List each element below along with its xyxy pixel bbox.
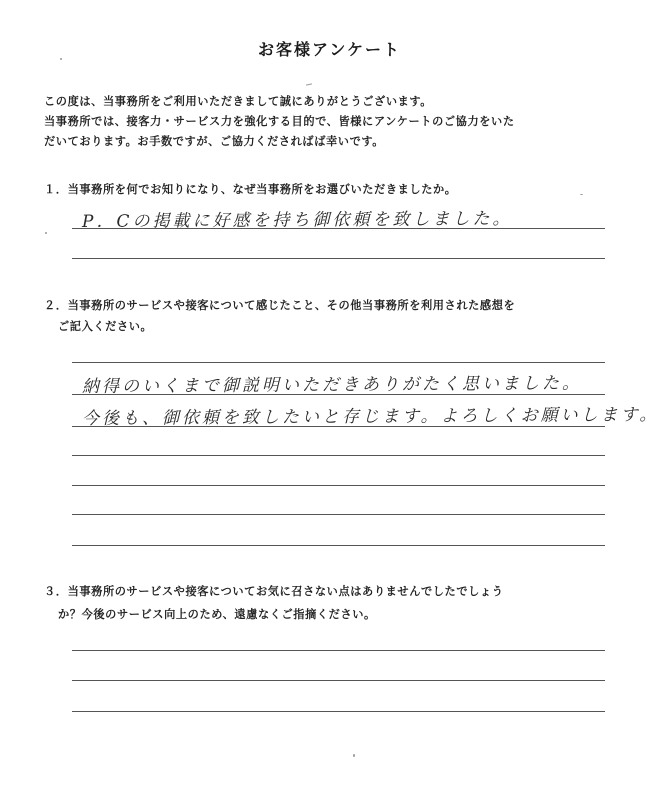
answer-line <box>72 455 605 456</box>
scan-speck <box>60 58 62 60</box>
answer-line <box>72 362 605 363</box>
page-title: お客様アンケート <box>257 40 402 59</box>
intro-line-3: だいております。お手数ですが、ご協力くださればば幸いです。 <box>44 135 385 148</box>
answer-line <box>72 394 605 395</box>
answer-line <box>72 680 605 681</box>
answer-line <box>72 514 605 515</box>
question-2-answer-2: 今後も、御依頼を致したいと存じます。よろしくお願いします。 <box>81 404 659 429</box>
scan-speck <box>580 194 583 195</box>
question-1-text: １．当事務所を何でお知りになり、なぜ当事務所をお選びいただきましたか。 <box>44 183 457 196</box>
intro-line-1: この度は、当事務所をご利用いただきまして誠にありがとうございます。 <box>44 95 433 108</box>
question-2-answer-1: 納得のいくまで御説明いただきありがたく思いました。 <box>81 373 583 397</box>
scan-speck <box>353 754 355 757</box>
answer-line <box>72 426 605 427</box>
question-3-text-line-2: か？今後のサービス向上のため、遠慮なくご指摘ください。 <box>58 608 376 621</box>
answer-line <box>72 485 605 486</box>
answer-line <box>72 650 605 651</box>
intro-line-2: 当事務所では、接客力・サービス力を強化する目的で、皆様にアンケートのご協力をいた <box>44 115 515 128</box>
scan-speck <box>45 232 47 234</box>
question-2-text-line-2: ご記入ください。 <box>58 320 153 333</box>
scan-speck <box>306 83 312 85</box>
answer-line <box>72 228 605 229</box>
question-2-text-line-1: ２．当事務所のサービスや接客について感じたこと、その他当事務所を利用された感想を <box>44 299 516 312</box>
answer-line <box>72 545 605 546</box>
answer-line <box>72 711 605 712</box>
question-3-text-line-1: ３．当事務所のサービスや接客についてお気に召さない点はありませんでしたでしょう <box>44 585 504 598</box>
answer-line <box>72 258 605 259</box>
question-1-answer-1: P．Cの掲載に好感を持ち御依頼を致しました。 <box>81 208 513 232</box>
